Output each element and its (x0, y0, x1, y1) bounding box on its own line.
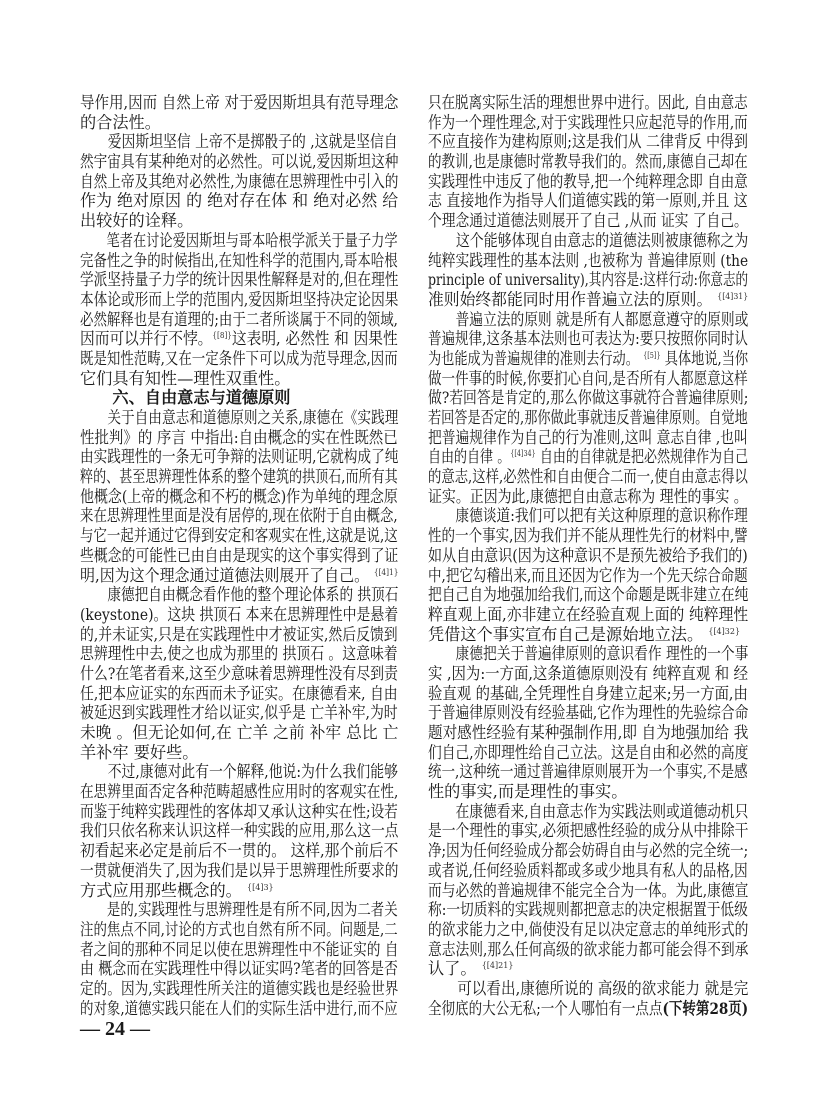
text-line: 的,并未证实,只是在实践理性中才被证实,然后反馈到 (80, 624, 398, 644)
citation-ref: {[4]1} (373, 567, 399, 577)
text-line: 若回答是否定的,那你做此事就违反普遍律原则。自觉地 (428, 408, 748, 427)
paragraph (80, 231, 398, 389)
text-line: 统一,这种统一通过普遍律原则展开为一个事实,不是感 (428, 762, 748, 782)
text-line: 做?若回答是肯定的,那么你做这事就符合普遍律原则; (428, 388, 749, 408)
text-line: 被延迟到实践理性才给以证实,似乎是 亡羊补牢,为时 (80, 703, 398, 723)
text-line: 完备性之争的时候指出,在知性科学的范围内,哥本哈根 (80, 250, 398, 270)
section-heading (80, 388, 398, 408)
text-line: 是的,实践理性与思辨理性是有所不同,因为二者关 (106, 900, 398, 920)
text-line: 认了。 $^{\{[4]21\}}$ (428, 959, 514, 979)
text-line: 一贯就便消失了,因为我们是以异于思辨理性所要求的 (80, 860, 399, 880)
text-line: 来在思辨理性里面是没有居停的,现在依附于自由概念, (80, 506, 398, 526)
left-column (80, 93, 398, 1018)
citation-ref: {[8]} (212, 331, 232, 341)
text-line: 在思辨里面否定各种范畴超感性应用时的客观实在性, (80, 782, 399, 802)
text-line: 未晚 。但无论如何,在 亡羊 之前 补牢 总比 亡 (80, 723, 399, 742)
text-line: 初看起来必定是前后不一贯的。 这样,那个前后不 (80, 841, 399, 861)
text-line: 粹的、甚至思辨理性体系的整个建筑的拱顶石,而所有其 (80, 467, 398, 487)
text-line: 定的。因为,实践理性所关注的道德实践也是经验世界 (80, 978, 399, 998)
text-line: 全彻底的大公无私;一个人哪怕有一点点(下转第28页) (428, 998, 749, 1018)
text-line: 于普遍律原则没有经验基础,它作为理性的先验综合命 (428, 703, 749, 723)
citation-ref: {[4]32} (708, 626, 741, 636)
text-line: 思辨理性中去,使之也成为那里的 拱顶石 。这意味着 (80, 644, 398, 664)
text-line: 志 直接地作为指导人们道德实践的第一原则,并且 这 (428, 191, 748, 211)
text-line: 把自己自为地强加给我们,而这个命题是既非建立在纯 (428, 585, 749, 605)
text-line: 者之间的那种不同足以使在思辨理性中不能证实的 自 (80, 939, 399, 959)
paragraph (428, 979, 748, 1018)
text-line: 如从自由意识(因为这种意识不是预先被给予我们的) (428, 545, 748, 565)
text-line: 把普遍规律作为自己的行为准则,这叫 意志自律 ,也叫 (428, 427, 748, 447)
text-line: 的意志,这样,必然性和自由便合二而一,使自由意志得以 (428, 467, 748, 487)
paragraph (80, 900, 398, 1018)
text-line: 既是知性范畴,又在一定条件下可以成为范导理念,因而 (80, 348, 398, 368)
text-line: 粹直观上面,亦非建立在经验直观上面的 纯粹理性 (428, 604, 749, 624)
text-line: 普遍立法的原则 就是所有人都愿意遵守的原则或 (455, 309, 749, 329)
text-line: 只在脱离实际生活的理想世界中进行。因此, 自由意志 (428, 93, 748, 112)
text-line: 由 概念而在实践理性中得以证实吗?笔者的回答是否 (80, 959, 398, 979)
text-line: 净;因为任何经验成分都会妨碍自由与必然的完全统一; (428, 841, 749, 861)
text-line: 他概念(上帝的概念和不朽的概念)作为单纯的理念原 (80, 486, 398, 506)
citation-ref: {[5]} (643, 350, 661, 360)
text-line: 纯粹实践理性的基本法则 ,也被称为 普遍律原则 (the (428, 250, 749, 270)
text-line: 个理念通过道德法则展开了自己 ,从而 证实 了自己。 (428, 211, 748, 231)
text-line: 学派坚持量子力学的统计因果性解释是对的,但在理性 (80, 270, 399, 290)
continued-note: (下转第28页) (662, 998, 749, 1018)
text-line: 六、自由意志与道德原则 (112, 388, 291, 408)
text-line: 关于自由意志和道德原则之关系,康德在《实践理 (107, 408, 399, 427)
text-line: 些概念的可能性已由自由是现实的这个事实得到了证 (80, 545, 399, 565)
text-line: 由实践理性的一条无可争辩的法则证明,它就构成了纯 (80, 447, 399, 467)
text-line: 任,把本应证实的东西而未予证实。在康德看来, 自由 (80, 683, 398, 703)
text-line: 不过,康德对此有一个解释,他说:为什么我们能够 (107, 762, 398, 782)
text-line: 康德把自由概念看作他的整个理论体系的 拱顶石 (107, 585, 399, 605)
text-line: 性的事实,而是理性的事实。 (428, 782, 628, 802)
text-line: 为也能成为普遍规律的准则去行动。 $^{\{[5]\}}$ 具体地说,当你 (428, 348, 749, 368)
text-line: 的对象,道德实践只能在人们的实际生活中进行,而不应 (80, 998, 398, 1018)
text-line: 实 ,因为:一方面,这条道德原则没有 纯粹直观 和 经 (428, 663, 749, 683)
text-line: 笔者在讨论爱因斯坦与哥本哈根学派关于量子力学 (106, 230, 398, 250)
text-line: 或者说,任何经验质料都或多或少地具有私人的品格,因 (428, 860, 748, 880)
paragraph (80, 585, 398, 762)
text-line: 实践理性中违反了他的教导,把一个纯粹理念即 自由意 (428, 171, 748, 191)
paragraph (428, 231, 748, 310)
paragraph (428, 310, 748, 507)
paragraph (428, 644, 748, 802)
paragraph (80, 132, 398, 230)
text-line: 方式应用那些概念的。 $^{\{[4]3\}}$ (80, 880, 274, 900)
citation-ref: {[4]31} (717, 291, 749, 301)
paragraph (80, 408, 398, 585)
text-line: 因而可以并行不悖。$^{\{[8]\}}$这表明, 必然性 和 因果性 (80, 329, 398, 349)
page-number: — 24 — (80, 1018, 150, 1040)
text-line: 导作用,因而 自然上帝 对于爱因斯坦具有范导理念 (80, 93, 399, 112)
text-line: 中,把它勾稽出来,而且还因为它作为一个先天综合命题 (428, 565, 748, 585)
text-line: 什么?在笔者看来,这至少意味着思辨理性没有尽到责 (80, 663, 398, 683)
right-column (428, 93, 748, 1018)
citation-ref: {[4]21} (481, 961, 514, 971)
paragraph (80, 93, 398, 132)
text-line: 它们具有知性—理性双重性。 (80, 368, 291, 388)
text-line: 是一个理性的事实,必须把感性经验的成分从中排除干 (428, 821, 749, 841)
text-line: 的欲求能力之中,倘使没有足以决定意志的单纯形式的 (428, 919, 749, 939)
citation-ref: {[4]34} (510, 449, 536, 459)
paragraph (428, 93, 748, 231)
text-line: 称:一切质料的实践规则都把意志的决定根据置于低级 (428, 900, 748, 920)
text-line: 羊补牢 要好些。 (80, 742, 199, 762)
text-line: 做一件事的时候,你要扪心自问,是否所有人都愿意这样 (428, 368, 748, 388)
text-line: 与它一起并通过它得到安定和客观实在性,这就是说,这 (80, 526, 398, 546)
text-line: 康德把关于普遍律原则的意识看作 理性的一个事 (455, 644, 749, 664)
text-line: 而鉴于纯粹实践理性的客体却又承认这种实在性;设若 (80, 801, 398, 821)
text-line: 性批判》的 序言 中指出:自由概念的实在性既然已 (80, 427, 398, 447)
text-line: 本体论或形而上学的范围内,爱因斯坦坚持决定论因果 (80, 289, 399, 309)
paragraph (80, 762, 398, 900)
text-line: 的合法性。 (80, 112, 161, 132)
text-line: 题对感性经验有某种强制作用,即 自为地强加给 我 (428, 723, 749, 742)
text-line: 注的焦点不同,讨论的方式也自然有所不同。问题是,二 (80, 919, 398, 939)
text-line: (keystone)。这块 拱顶石 本来在思辨理性中是悬着 (80, 604, 399, 624)
text-line: 凭借这个事实宣布自己是源始地立法。 $^{\{[4]32\}}$ (428, 624, 741, 644)
text-line: 可以看出,康德所说的 高级的欲求能力 就是完 (457, 978, 749, 998)
text-line: 作为一个理性理念,对于实践理性只应起范导的作用,而 (428, 112, 748, 132)
text-line: 性的一个事实,因为我们并不能从理性先行的材料中,譬 (428, 526, 748, 546)
text-line: 作为 绝对原因 的 绝对存在体 和 绝对必然 给 (80, 191, 399, 211)
text-line: 意志法则,那么任何高级的欲求能力都可能会得不到承 (428, 939, 749, 959)
text-line: 们自己,亦即理性给自己立法。这是自由和必然的高度 (428, 742, 749, 762)
text-line: 在康德看来,自由意志作为实践法则或道德动机只 (455, 801, 749, 821)
citation-ref: {[4]3} (247, 882, 274, 892)
text-line: 自然上帝及其绝对必然性,为康德在思辨理性中引入的 (80, 171, 399, 191)
text-line: 而与必然的普遍规律不能完全合为一体。为此,康德宣 (428, 880, 749, 900)
text-line: 自由的自律 。$^{\{[4]34\}}$ 自由的自律就是把必然规律作为自己 (428, 447, 749, 467)
text-line: 的教训,也是康德时常教导我们的。然而,康德自己却在 (428, 152, 748, 172)
text-line: 这个能够体现自由意志的道德法则被康德称之为 (455, 230, 749, 250)
text-line: 验直观 的基础,全凭理性自身建立起来;另一方面,由 (428, 683, 748, 703)
text-line: 必然解释也是有道理的;由于二者所谈属于不同的领域, (80, 309, 398, 329)
paragraph (428, 802, 748, 979)
text-line: 明,因为这个理念通过道德法则展开了自己。 $^{\{[4]1\}}$ (80, 565, 399, 585)
text-line: principle of universality),其内容是:这样行动:你意志的 (428, 270, 749, 290)
text-line: 我们只依名称来认识这样一种实践的应用,那么这一点 (80, 821, 399, 841)
text-line: 普遍规律,这条基本法则也可表达为:要只按照你同时认 (428, 329, 748, 349)
text-line: 证实。正因为此,康德把自由意志称为 理性的事实 。 (428, 486, 748, 506)
text-line: 出较好的诠释。 (80, 211, 194, 231)
text-line: 然宇宙具有某种绝对的必然性。可以说,爱因斯坦这种 (80, 152, 399, 172)
paragraph (428, 506, 748, 644)
text-line: 康德谈道:我们可以把有关这种原理的意识称作理 (455, 506, 748, 526)
text-line: 爱因斯坦坚信 上帝不是掷骰子的 ,这就是坚信自 (107, 132, 398, 152)
text-line: 准则始终都能同时用作普遍立法的原则。 $^{\{[4]31\}}$ (428, 289, 749, 309)
text-line: 不应直接作为建构原则;这是我们从 二律背反 中得到 (428, 132, 748, 152)
